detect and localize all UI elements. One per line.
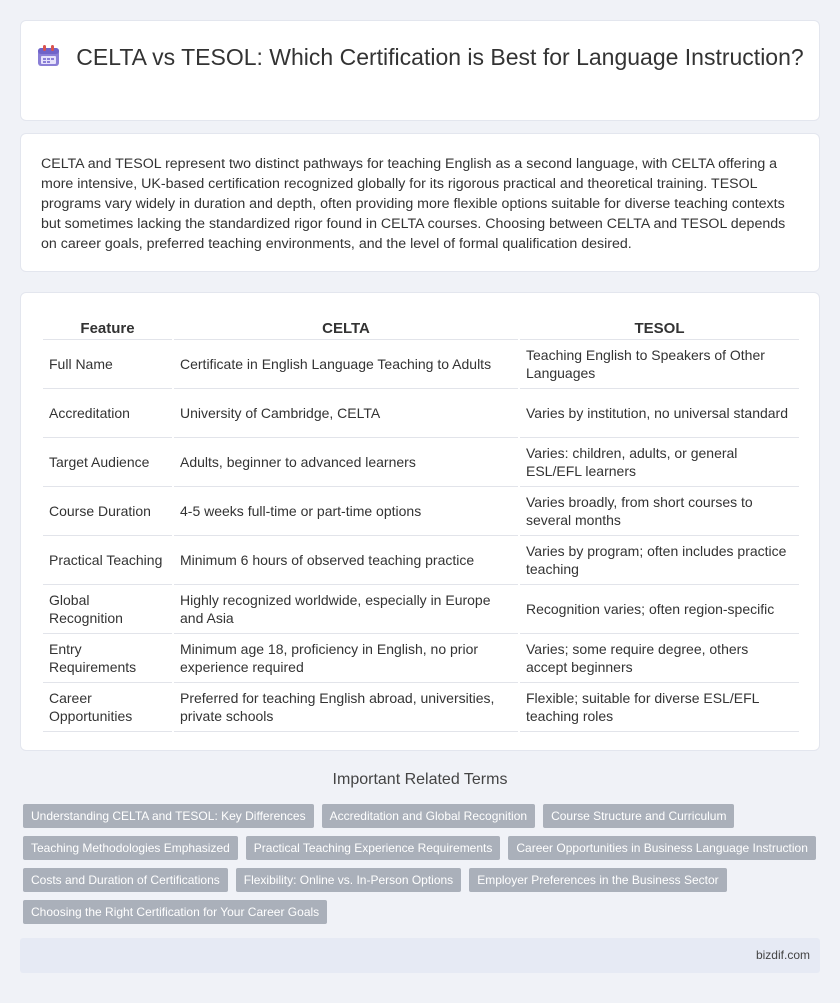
table-row: [43, 388, 799, 437]
table-row: [43, 682, 799, 731]
related-term-tag[interactable]: Flexibility: Online vs. In-Person Options: [236, 868, 461, 892]
intro-card: [20, 133, 820, 272]
comparison-table: [43, 315, 799, 732]
footer: [20, 938, 820, 973]
tesol-cell: Flexible; suitable for diverse ESL/EFL teaching roles: [519, 682, 799, 731]
related-term-tag[interactable]: Employer Preferences in the Business Sector: [469, 868, 726, 892]
tesol-cell: Teaching English to Speakers of Other Languages: [519, 339, 799, 388]
table-row: [43, 437, 799, 486]
title-card: [20, 20, 820, 121]
related-term-tag[interactable]: Practical Teaching Experience Requirements: [246, 836, 501, 860]
tesol-cell: Varies by institution, no universal standard: [519, 388, 799, 437]
celta-cell: Preferred for teaching English abroad, universities, private schools: [173, 682, 519, 731]
tesol-cell: Recognition varies; often region-specific: [519, 584, 799, 633]
related-term-tag[interactable]: Understanding CELTA and TESOL: Key Differences: [23, 804, 314, 828]
celta-cell: Adults, beginner to advanced learners: [173, 437, 519, 486]
related-term-tag[interactable]: Teaching Methodologies Emphasized: [23, 836, 238, 860]
related-terms-list: [23, 804, 823, 924]
celta-cell: Minimum age 18, proficiency in English, no prior experience required: [173, 633, 519, 682]
intro-paragraph: CELTA and TESOL represent two distinct pathways for teaching English as a second language, with CELTA offering a more intensive, UK-based certification recognized globally for its rigorous practical and theoretical training. TESOL programs vary widely in duration and depth, often providing more flexible options suitable for diverse teaching contexts but sometimes lacking the standardized rigor found in CELTA courses. Choosing between CELTA and TESOL depends on career goals, preferred teaching environments, and the level of formal qualification desired.: [41, 156, 786, 252]
feature-cell: Full Name: [43, 339, 173, 388]
tesol-cell: Varies: children, adults, or general ESL/EFL learners: [519, 437, 799, 486]
related-terms-heading: Important Related Terms: [332, 771, 508, 788]
celta-cell: 4-5 weeks full-time or part-time options: [173, 486, 519, 535]
page-title: [21, 43, 819, 72]
feature-cell: Course Duration: [43, 486, 173, 535]
table-row: [43, 486, 799, 535]
feature-cell: Global Recognition: [43, 584, 173, 633]
related-term-tag[interactable]: Costs and Duration of Certifications: [23, 868, 228, 892]
celta-cell: Certificate in English Language Teaching to Adults: [173, 339, 519, 388]
celta-cell: Highly recognized worldwide, especially in Europe and Asia: [173, 584, 519, 633]
tesol-cell: Varies broadly, from short courses to several months: [519, 486, 799, 535]
feature-cell: Career Opportunities: [43, 682, 173, 731]
celta-cell: University of Cambridge, CELTA: [173, 388, 519, 437]
tesol-cell: Varies; some require degree, others accept beginners: [519, 633, 799, 682]
table-row: [43, 535, 799, 584]
feature-cell: Practical Teaching: [43, 535, 173, 584]
table-row: [43, 633, 799, 682]
related-term-tag[interactable]: Accreditation and Global Recognition: [322, 804, 535, 828]
footer-site-link[interactable]: bizdif.com: [755, 948, 810, 962]
table-header-row: [43, 315, 799, 339]
calendar-icon: [36, 45, 62, 67]
table-row: [43, 339, 799, 388]
comparison-table-card: [20, 292, 820, 751]
related-term-tag[interactable]: Course Structure and Curriculum: [543, 804, 734, 828]
page-title-text: CELTA vs TESOL: Which Certification is Best for Language Instruction?: [76, 44, 804, 70]
feature-cell: Target Audience: [43, 437, 173, 486]
tesol-cell: Varies by program; often includes practice teaching: [519, 535, 799, 584]
related-term-tag[interactable]: Choosing the Right Certification for Your Career Goals: [23, 900, 327, 924]
celta-cell: Minimum 6 hours of observed teaching practice: [173, 535, 519, 584]
table-row: [43, 584, 799, 633]
header-celta: CELTA: [173, 315, 519, 339]
related-term-tag[interactable]: Career Opportunities in Business Language Instruction: [508, 836, 816, 860]
header-feature: Feature: [43, 315, 173, 339]
header-tesol: TESOL: [519, 315, 799, 339]
feature-cell: Accreditation: [43, 388, 173, 437]
feature-cell: Entry Requirements: [43, 633, 173, 682]
